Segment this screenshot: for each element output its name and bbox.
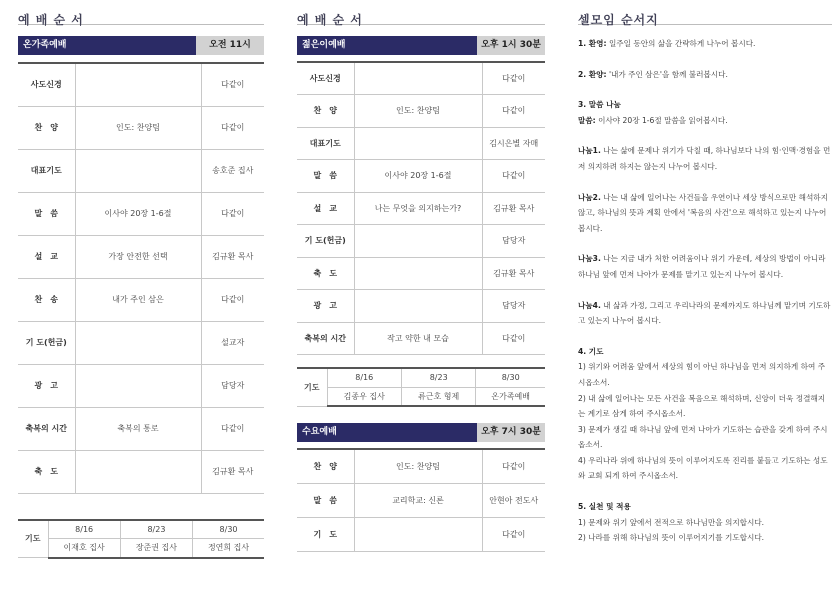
plan-item: [578, 97, 832, 128]
plan-item-text: 내 삶과 가정, 그리고 우리나라의 문제까지도 하나님께 맡기며 기도하고 있는지 나누어 봅시다.: [578, 300, 831, 326]
plan-item-subhead: 말씀:: [578, 115, 596, 125]
item-label: 광 고: [297, 290, 354, 323]
item-label: 사도신경: [297, 62, 354, 95]
column-title: 셀모임 순서지: [578, 13, 659, 27]
service-time: 오전 11시: [196, 36, 264, 55]
item-content: 인도: 찬양팀: [354, 449, 482, 483]
item-label: 광 고: [18, 364, 75, 407]
item-content: 축복의 통로: [75, 407, 201, 450]
plan-item: [578, 36, 832, 52]
item-label: 축 도: [18, 450, 75, 493]
order-row: [18, 106, 264, 149]
item-content: 내가 주인 삼은: [75, 278, 201, 321]
plan-item-head: 2. 환양:: [578, 69, 607, 79]
order-row: [18, 149, 264, 192]
order-row: [18, 192, 264, 235]
plan-prayer-line: 1) 위기와 어려움 앞에서 세상의 힘이 아닌 하나님을 먼저 의지하게 하여 주시옵소서.: [578, 362, 826, 387]
duty-name-row: [18, 539, 264, 558]
duty-name: 류근호 형제: [401, 387, 475, 406]
order-row: [297, 127, 545, 160]
service-name: 수요예배: [297, 423, 477, 442]
plan-item-head: 1. 환영:: [578, 39, 607, 48]
order-row: [297, 322, 545, 355]
order-row: [297, 225, 545, 258]
item-content: 나는 무엇을 의지하는가?: [354, 192, 482, 225]
plan-prayer: [578, 344, 832, 484]
plan-item-head: 나눔3.: [578, 254, 601, 264]
plan-practice-line: 1) 문제와 위기 앞에서 전적으로 하나님만을 의지합시다.: [578, 517, 765, 527]
prayer-duty-table: [297, 367, 545, 407]
duty-date: 8/23: [120, 520, 192, 539]
item-person: 안현아 전도사: [482, 483, 545, 517]
item-content: 이사야 20장 1-6절: [75, 192, 201, 235]
item-person: 다같이: [482, 517, 545, 551]
item-label: 축복의 시간: [18, 407, 75, 450]
prayer-duty-table: [18, 519, 264, 559]
order-row: [297, 62, 545, 95]
plan-item-head: 나눔4.: [578, 300, 601, 310]
duty-name: 이재호 집사: [48, 539, 120, 558]
item-person: 다같이: [201, 192, 264, 235]
duty-name-row: [297, 387, 545, 406]
item-label: 찬 양: [18, 106, 75, 149]
cell-group-column: [578, 0, 832, 546]
duty-date: 8/16: [48, 520, 120, 539]
order-row: [18, 278, 264, 321]
wednesday-service-header: [297, 423, 545, 442]
item-person: 김규환 목사: [201, 450, 264, 493]
order-row: [297, 449, 545, 483]
service-time: 오후 1시 30분: [477, 36, 545, 55]
item-person: 다같이: [201, 407, 264, 450]
item-person: 김규환 목사: [482, 257, 545, 290]
item-content: [354, 62, 482, 95]
plan-item-text: 일주일 동안의 삶을 간략하게 나누어 봅시다.: [606, 39, 756, 48]
plan-practice-line: 2) 나라를 위해 하나님의 뜻이 이루어지기를 기도합시다.: [578, 533, 765, 543]
item-label: 말 씀: [18, 192, 75, 235]
item-label: 기 도(헌금): [18, 321, 75, 364]
wednesday-order-table: [297, 448, 545, 552]
item-content: [75, 364, 201, 407]
item-label: 기 도(헌금): [297, 225, 354, 258]
order-row: [297, 192, 545, 225]
duty-name: 온가족예배: [476, 387, 545, 406]
order-row: [18, 450, 264, 493]
youth-worship-column: [297, 0, 545, 552]
duty-name: 김종우 집사: [327, 387, 401, 406]
order-row: [297, 517, 545, 551]
item-person: 설교자: [201, 321, 264, 364]
item-content: [75, 450, 201, 493]
item-content: 인도: 찬양팀: [75, 106, 201, 149]
item-person: 김시은별 자매: [482, 127, 545, 160]
item-content: [354, 257, 482, 290]
plan-prayer-line: 4) 우리나라 위에 하나님의 뜻이 이루어지도록 진리를 붙들고 기도하는 성도와 교회 되게 하여 주시옵소서.: [578, 455, 828, 481]
duty-date: 8/23: [401, 368, 475, 387]
item-content: 가장 안전한 선택: [75, 235, 201, 278]
plan-item-head: 나눔1.: [578, 146, 601, 156]
plan-item-text: 나는 내 삶에 일어나는 사건들을 우연이나 세상 방식으로만 해석하지 않고, 하나님의 뜻과 계획 안에서 '복음의 사건'으로 해석하고 있는지 나누어 봅시다.: [578, 192, 828, 233]
plan-prayer-line: 2) 내 삶에 일어나는 모든 사건을 복음으로 해석하며, 신앙이 더욱 정결해지는 계기로 삼게 하여 주시옵소서.: [578, 393, 826, 419]
order-row: [297, 290, 545, 323]
plan-item: [578, 298, 832, 329]
item-person: 다같이: [482, 95, 545, 128]
plan-practice: [578, 499, 832, 546]
item-label: 찬 양: [297, 449, 354, 483]
service-name: 온가족예배: [18, 36, 196, 55]
duty-label: 기도: [297, 368, 327, 406]
service-header: [18, 36, 264, 55]
item-label: 축복의 시간: [297, 322, 354, 355]
item-label: 설 교: [297, 192, 354, 225]
order-row: [18, 407, 264, 450]
item-content: [354, 290, 482, 323]
plan-prayer-line: 3) 문제가 생길 때 하나님 앞에 먼저 나아가 기도하는 습관을 갖게 하여 주시옵소서.: [578, 424, 828, 450]
item-label: 사도신경: [18, 63, 75, 106]
item-label: 말 씀: [297, 160, 354, 193]
item-person: 다같이: [201, 63, 264, 106]
duty-date: 8/30: [476, 368, 545, 387]
plan-item-text: 나는 지금 내가 처한 어려움이나 위기 가운데, 세상의 방법이 아니라 하나님 앞에 먼저 나아가 문제를 맡기고 있는지 나누어 봅시다.: [578, 254, 826, 279]
item-person: 다같이: [482, 160, 545, 193]
service-time: 오후 7시 30분: [477, 423, 545, 442]
item-content: [75, 149, 201, 192]
plan-item-head: 3. 말씀 나눔: [578, 100, 621, 110]
item-person: 김규환 목사: [482, 192, 545, 225]
item-content: [354, 127, 482, 160]
order-table: [18, 62, 264, 494]
service-header: [297, 36, 545, 55]
item-content: [354, 225, 482, 258]
order-row: [18, 63, 264, 106]
item-content: [75, 63, 201, 106]
item-person: 다같이: [482, 449, 545, 483]
item-content: [75, 321, 201, 364]
item-content: 인도: 찬양팀: [354, 95, 482, 128]
order-row: [297, 483, 545, 517]
item-label: 말 씀: [297, 483, 354, 517]
plan-prayer-head: 4. 기도: [578, 346, 604, 356]
duty-label: 기도: [18, 520, 48, 558]
column-title: 예 배 순 서: [18, 13, 84, 27]
plan-item: [578, 143, 832, 174]
plan-item: [578, 190, 832, 237]
item-label: 축 도: [297, 257, 354, 290]
item-person: 다같이: [482, 322, 545, 355]
plan-item-text: '내가 주인 삼은'을 함께 불러봅시다.: [606, 69, 728, 79]
plan-item-text: 이사야 20장 1-6절 말씀을 읽어봅시다.: [595, 115, 728, 125]
item-label: 찬 송: [18, 278, 75, 321]
duty-name: 장준권 집사: [120, 539, 192, 558]
duty-date: 8/16: [327, 368, 401, 387]
order-row: [297, 160, 545, 193]
plan-item: [578, 251, 832, 282]
cell-group-plan: [578, 36, 832, 546]
item-content: [354, 517, 482, 551]
item-label: 대표기도: [297, 127, 354, 160]
item-content: 이사야 20장 1-6절: [354, 160, 482, 193]
item-person: 담당자: [482, 290, 545, 323]
duty-date-row: [297, 368, 545, 387]
item-label: 설 교: [18, 235, 75, 278]
item-person: 담당자: [482, 225, 545, 258]
item-person: 김규환 목사: [201, 235, 264, 278]
plan-practice-head: 5. 실천 및 적용: [578, 502, 631, 512]
family-worship-column: [18, 0, 264, 559]
order-row: [18, 321, 264, 364]
item-person: 담당자: [201, 364, 264, 407]
order-row: [297, 95, 545, 128]
plan-item: [578, 67, 832, 83]
order-row: [297, 257, 545, 290]
item-content: 작고 약한 내 모습: [354, 322, 482, 355]
item-label: 찬 양: [297, 95, 354, 128]
duty-name: 정연희 집사: [193, 539, 264, 558]
service-name: 젊은이예배: [297, 36, 477, 55]
order-table: [297, 61, 545, 355]
plan-item-text: 나는 삶에 문제나 위기가 닥칠 때, 하나님보다 나의 힘·인맥·경험을 먼저 의지하려 하지는 않는지 나누어 봅시다.: [578, 146, 831, 171]
item-label: 기 도: [297, 517, 354, 551]
item-person: 다같이: [482, 62, 545, 95]
duty-date: 8/30: [193, 520, 264, 539]
order-row: [18, 364, 264, 407]
column-title: 예 배 순 서: [297, 13, 363, 27]
item-person: 송호준 집사: [201, 149, 264, 192]
item-person: 다같이: [201, 278, 264, 321]
item-label: 대표기도: [18, 149, 75, 192]
order-row: [18, 235, 264, 278]
item-content: 교리학교: 신론: [354, 483, 482, 517]
plan-item-head: 나눔2.: [578, 192, 601, 202]
duty-date-row: [18, 520, 264, 539]
item-person: 다같이: [201, 106, 264, 149]
